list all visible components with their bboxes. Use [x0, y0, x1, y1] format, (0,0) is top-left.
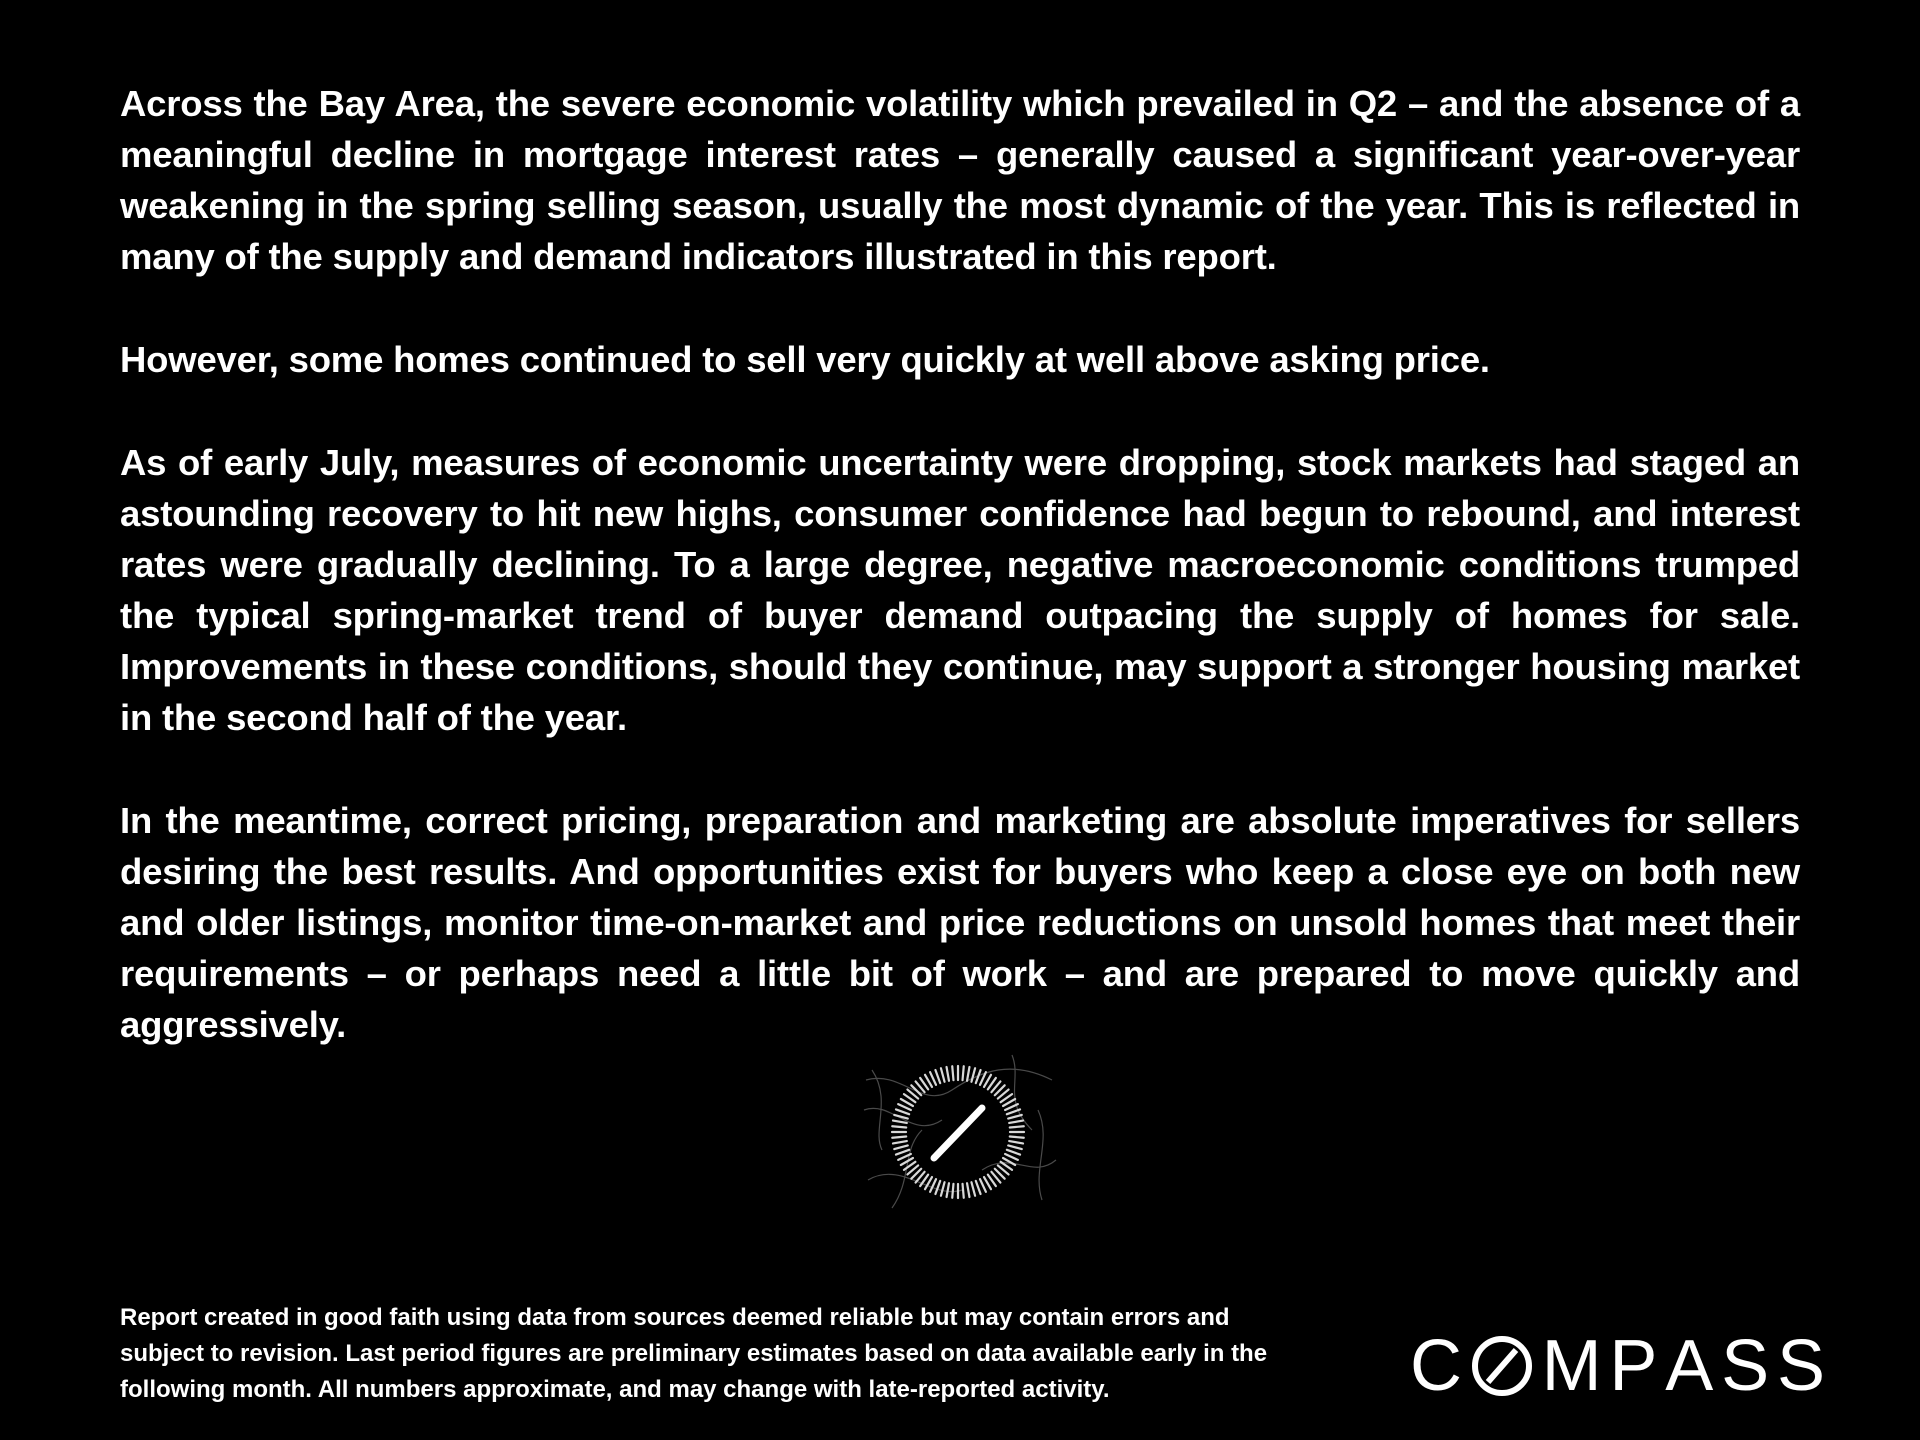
dial-tick — [930, 1179, 936, 1192]
dial-tick — [963, 1184, 964, 1198]
dial-tick — [935, 1181, 940, 1194]
dial-tick — [947, 1183, 949, 1197]
paragraph-seller-buyer-advice: In the meantime, correct pricing, preparation and marketing are absolute imperatives for sellers desiring the best results. And opportunities exist for buyers who keep a close eye on both new and older listings, monitor time-on-market and price reductions on unsold homes that meet their requirements – or perhaps need a little bit of work – and are prepared to move quickly and aggressively. — [120, 800, 1800, 1045]
dial-tick — [1007, 1109, 1020, 1114]
dial-tick — [976, 1181, 981, 1194]
logo-letter-m: M — [1541, 1326, 1602, 1406]
logo-letter-s2: S — [1776, 1326, 1825, 1406]
logo-letter-p: P — [1609, 1326, 1658, 1406]
dial-tick — [941, 1182, 945, 1196]
dial-tick — [1007, 1150, 1020, 1155]
logo-o-slash-icon — [1470, 1334, 1534, 1398]
dial-tick — [896, 1109, 909, 1114]
dial-tick — [893, 1141, 907, 1143]
paragraph-early-july-outlook: As of early July, measures of economic uncertainty were dropping, stock markets had staged an astounding recovery to hit new highs, consumer confidence had begun to rebound, and interest rates were gradually declining. To a large degree, negative macroeconomic conditions trumped the typical spring-market trend of buyer demand outpacing the supply of homes for sale. Improvements in these conditions, should they continue, may support a stronger housing market in the second half of the year. — [120, 442, 1800, 738]
dial-tick — [935, 1070, 940, 1083]
dial-tick — [941, 1068, 945, 1082]
compass-needle — [934, 1108, 982, 1158]
dial-tick — [952, 1066, 953, 1080]
dial-tick — [967, 1067, 969, 1081]
dial-tick — [963, 1066, 964, 1080]
dial-tick — [893, 1121, 907, 1123]
dial-tick — [896, 1150, 909, 1155]
disclaimer-text: Report created in good faith using data from sources deemed reliable but may contain errors and subject to revision. Last period figures are preliminary estimates based on data available early in the following month. All numbers approximate, and may change with late-reported activity. — [120, 1304, 1268, 1403]
dial-tick — [1005, 1104, 1018, 1110]
dial-tick — [1010, 1126, 1024, 1127]
logo-letter-c: C — [1410, 1326, 1462, 1406]
dial-tick — [1010, 1137, 1024, 1138]
paragraph-market-volatility: Across the Bay Area, the severe economic volatility which prevailed in Q2 – and the absence of a meaningful decline in mortgage interest rates – generally caused a significant year-over-year weakening in the spring selling season, usually the most dynamic of the year. This is reflected in many of the supply and demand indicators illustrated in this report. — [120, 83, 1800, 277]
dial-tick — [947, 1067, 949, 1081]
dial-tick — [898, 1104, 911, 1110]
dial-tick — [952, 1184, 953, 1198]
dial-tick — [892, 1126, 906, 1127]
dial-tick — [1005, 1154, 1018, 1160]
logo-letter-a: A — [1665, 1326, 1714, 1406]
compass-logo — [1410, 1326, 1825, 1406]
report-body — [120, 78, 1800, 1102]
dial-tick — [967, 1183, 969, 1197]
dial-tick — [971, 1068, 975, 1082]
dial-tick — [1009, 1141, 1023, 1143]
dial-tick — [1008, 1115, 1022, 1119]
dial-tick — [971, 1182, 975, 1196]
logo-letter-s1: S — [1721, 1326, 1770, 1406]
dial-tick — [894, 1145, 908, 1149]
dial-tick — [980, 1179, 986, 1192]
dial-tick — [1009, 1121, 1023, 1123]
paragraph-quick-sales: However, some homes continued to sell very quickly at well above asking price. — [120, 339, 1490, 380]
dial-tick — [930, 1072, 936, 1085]
dial-tick — [1008, 1145, 1022, 1149]
dial-tick — [892, 1137, 906, 1138]
compass-dial-icon — [862, 1050, 1058, 1210]
